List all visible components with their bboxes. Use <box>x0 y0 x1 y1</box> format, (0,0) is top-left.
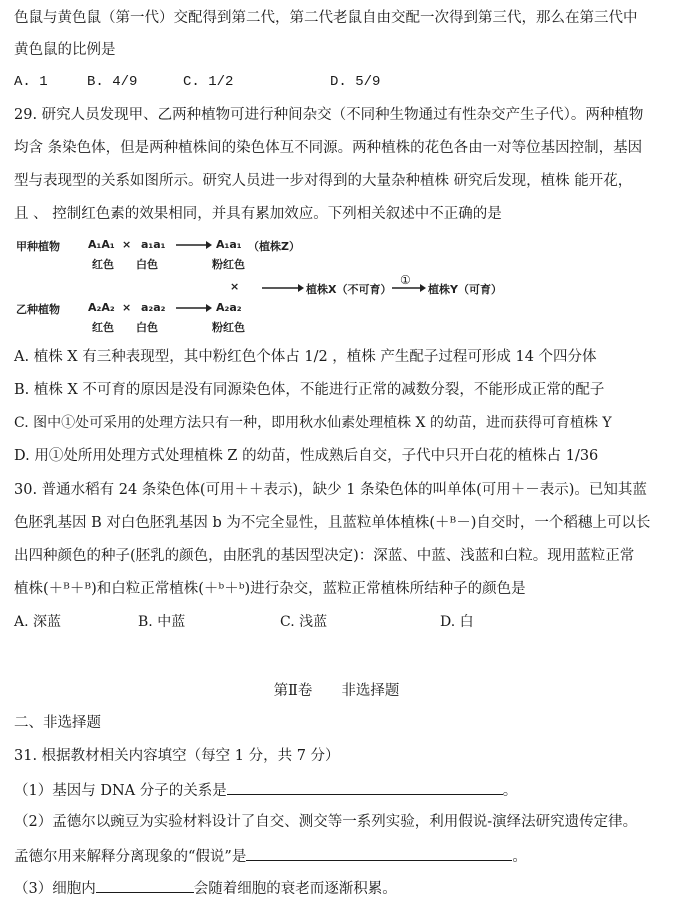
jia-cross-sign: × <box>122 238 132 251</box>
q31-sub-2-line-1: （2）孟德尔以豌豆为实验材料设计了自交、测交等一系列实验，利用假说-演绎法研究遗传定律。 <box>14 814 638 830</box>
yi-offspring: A₂a₂ <box>216 301 242 314</box>
middle-cross-sign: × <box>230 280 240 293</box>
q30-line-4: 植株(＋ᴮ＋ᴮ)和白粒正常植株(＋ᵇ＋ᵇ)进行杂交，蓝粒正常植株所结种子的颜色是 <box>14 581 526 597</box>
q31-sub-1 <box>14 779 517 801</box>
yi-arrow <box>176 303 212 313</box>
yi-parent-2: a₂a₂ <box>141 301 166 314</box>
to-plant-y-arrow <box>392 283 426 293</box>
jia-offspring-note: （植株Z） <box>248 240 300 253</box>
yi-plant-label: 乙种植物 <box>16 303 60 316</box>
q28-line-1: 色鼠与黄色鼠（第一代）交配得到第二代，第二代老鼠自由交配一次得到第三代，那么在第三代中 <box>14 10 638 26</box>
q28-option-a: A. 1 <box>14 74 48 90</box>
yi-offspring-color: 粉红色 <box>212 321 245 334</box>
q30-option-b: B. 中蓝 <box>138 614 186 630</box>
part-2-title: 第Ⅱ卷 非选择题 <box>273 683 400 699</box>
yi-parent-1-color: 红色 <box>92 321 114 334</box>
q31-sub-1-end: 。 <box>502 783 518 799</box>
treatment-circle-1: ① <box>400 273 411 287</box>
q31-sub-3 <box>14 877 397 899</box>
q29-line-2: 均含 条染色体，但是两种植株间的染色体互不同源。两种植株的花色各由一对等位基因控制，基因 <box>14 140 643 156</box>
q29-line-1: 29. 研究人员发现甲、乙两种植物可进行种间杂交（不同种生物通过有性杂交产生子代）。两种植物 <box>14 107 644 123</box>
q30-line-1: 30. 普通水稻有 24 条染色体(可用＋＋表示)，缺少 1 条染色体的叫单体(可用＋－表示)。已知其蓝 <box>14 482 647 498</box>
jia-parent-2-color: 白色 <box>136 258 158 271</box>
q30-option-a: A. 深蓝 <box>14 614 62 630</box>
q28-option-b: B. 4/9 <box>87 74 138 90</box>
q29-option-a: A. 植株 X 有三种表现型，其中粉红色个体占 1/2 ，植株 产生配子过程可形成 14 个四分体 <box>14 349 597 365</box>
to-plant-x-arrow <box>262 283 304 293</box>
q29-option-b: B. 植株 X 不可育的原因是没有同源染色体，不能进行正常的减数分裂，不能形成正常的配子 <box>14 382 605 398</box>
answer-blank-1[interactable] <box>227 779 503 795</box>
yi-parent-2-color: 白色 <box>136 321 158 334</box>
jia-parent-1-color: 红色 <box>92 258 114 271</box>
answer-blank-2[interactable] <box>246 845 512 861</box>
q29-line-4: 且 、 控制红色素的效果相同，并具有累加效应。下列相关叙述中不正确的是 <box>14 206 502 222</box>
q31-sub-2-end: 。 <box>512 849 527 865</box>
q30-line-2: 色胚乳基因 B 对白色胚乳基因 b 为不完全显性，且蓝粒单体植株(＋ᴮ－)自交时，一个稻穗上可以长 <box>14 515 651 531</box>
q30-option-d: D. 白 <box>440 614 474 630</box>
q28-line-2: 黄色鼠的比例是 <box>14 42 116 58</box>
jia-parent-2: a₁a₁ <box>141 238 166 251</box>
answer-blank-3[interactable] <box>96 877 194 893</box>
q31-stem: 31. 根据教材相关内容填空（每空 1 分，共 7 分） <box>14 748 340 764</box>
q31-sub-2-line-2 <box>14 845 527 867</box>
jia-offspring: A₁a₁ <box>216 238 242 251</box>
q29-line-3: 型与表现型的关系如图所示。研究人员进一步对得到的大量杂种植株 研究后发现，植株 能开花， <box>14 173 633 189</box>
q31-sub-2-prompt: 孟德尔用来解释分离现象的“假说”是 <box>14 849 247 865</box>
jia-arrow <box>176 240 212 250</box>
q29-option-c: C. 图中①处可采用的处理方法只有一种，即用秋水仙素处理植株 X 的幼苗，进而获得可育植株 Y <box>14 415 612 431</box>
q29-option-d: D. 用①处所用处理方式处理植株 Z 的幼苗，性成熟后自交，子代中只开白花的植株占 1/36 <box>14 448 599 464</box>
yi-cross-sign: × <box>122 301 132 314</box>
jia-plant-label: 甲种植物 <box>16 240 60 253</box>
jia-parent-1: A₁A₁ <box>88 238 115 251</box>
q30-line-3: 出四种颜色的种子(胚乳的颜色，由胚乳的基因型决定)：深蓝、中蓝、浅蓝和白粒。现用蓝粒正常 <box>14 548 635 564</box>
q31-sub-3-prompt: （3）细胞内 <box>14 881 96 897</box>
yi-parent-1: A₂A₂ <box>88 301 115 314</box>
q28-option-d: D. 5/9 <box>330 74 381 90</box>
q28-option-c: C. 1/2 <box>183 74 234 90</box>
plant-x: 植株X（不可育） <box>306 283 392 296</box>
plant-y: 植株Y（可育） <box>428 283 502 296</box>
q30-option-c: C. 浅蓝 <box>280 614 328 630</box>
section-heading: 二、非选择题 <box>14 715 101 731</box>
q31-sub-3-rest: 会随着细胞的衰老而逐渐积累。 <box>193 881 397 897</box>
q31-sub-1-prompt: （1）基因与 DNA 分子的关系是 <box>14 783 227 799</box>
jia-offspring-color: 粉红色 <box>212 258 245 271</box>
